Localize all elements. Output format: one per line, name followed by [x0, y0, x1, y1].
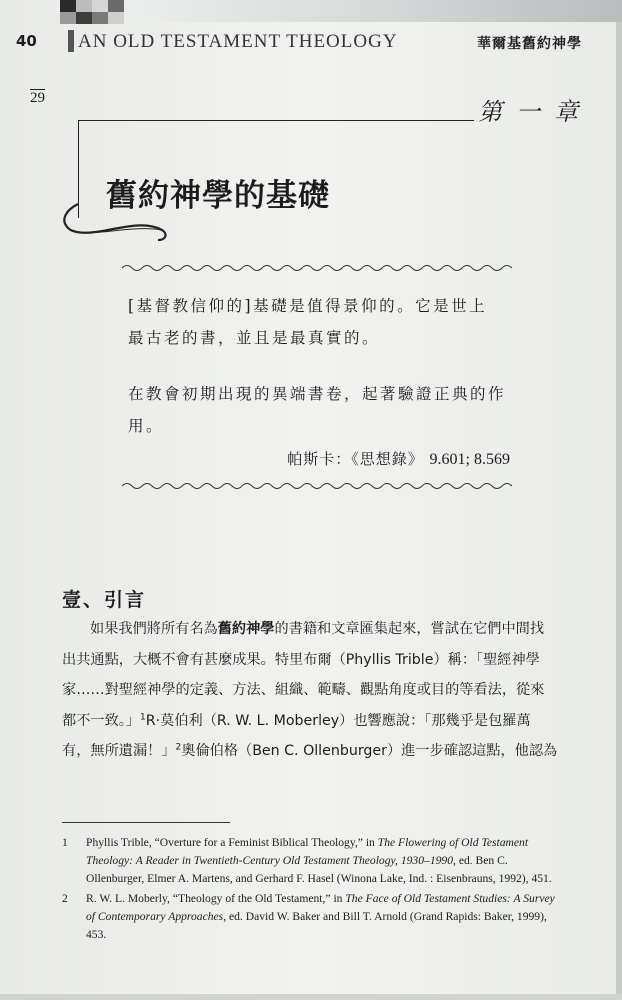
- body-line: 如果我們將所有名為舊約神學的書籍和文章匯集起來，嘗試在它們中間找: [90, 621, 545, 637]
- chapter-label: 第一章: [478, 98, 592, 126]
- chapter-title: 舊約神學的基礎: [106, 178, 330, 214]
- original-page-number: 29: [30, 90, 45, 106]
- epigraph-line: 用。: [128, 417, 165, 435]
- epigraph-line: [基督教信仰的]基礎是值得景仰的。它是世上: [128, 297, 488, 315]
- section-heading: 壹、引言: [62, 589, 147, 611]
- footnote-ref[interactable]: 2: [175, 742, 182, 753]
- citation-source: 帕斯卡：《思想錄》: [287, 450, 424, 468]
- running-title: AN OLD TESTAMENT THEOLOGY: [78, 31, 398, 52]
- body-line: 都不一致。」$^1$R·莫伯利（R. W. L. Moberley）也響應說：「那幾乎是包羅萬: [62, 711, 531, 729]
- footnote-text: R. W. L. Moberly, “Theology of the Old Testament,” in The Face of Old Testament Studies: A Survey of Contemporary Approaches, ed. David W. Baker and Bill T. Arnold (Grand Rapids: Baker, 1999), 453.: [86, 892, 555, 941]
- book-title: 華爾基舊約神學: [477, 36, 582, 52]
- epigraph-paragraph-1: [128, 290, 518, 354]
- body-line: 有，無所遺漏！」$^2$奧倫伯格（Ben C. Ollenburger）進一步確認這點，他認為: [62, 742, 558, 759]
- footnote-number: 2: [62, 892, 68, 905]
- body-paragraph: [62, 614, 578, 767]
- footnote-text: Phyllis Trible, “Overture for a Feminist Biblical Theology,” in The Flowering of Old Testament Theology: A Reader in Twentieth-Century Old Testament Theology, 1930–1990, ed. Ben C. Ollenburger, Elmer A. Martens, and Gerhard F. Hasel (Winona Lake, Ind. : Eisenbrauns, 1992), 451.: [86, 836, 552, 885]
- body-line: 家……對聖經神學的定義、方法、組織、範疇、觀點角度或目的等看法，從來: [62, 682, 545, 698]
- header-gradient-bar: [128, 0, 622, 22]
- epigraph-line: 在教會初期出現的異端書卷，起著驗證正典的作: [128, 385, 507, 403]
- epigraph-bottom-wave: [122, 480, 512, 492]
- epigraph-paragraph-2: [128, 378, 518, 442]
- header-divider: [68, 30, 74, 52]
- footnote-number: 1: [62, 836, 68, 849]
- citation-refs: 9.601; 8.569: [429, 451, 510, 468]
- epigraph-line: 最古老的書，並且是最真實的。: [128, 329, 381, 347]
- page-number: 40: [16, 32, 37, 50]
- chapter-rule: [78, 120, 474, 121]
- page-edge-shadow: [616, 0, 622, 1000]
- epigraph-citation: [287, 448, 510, 469]
- page-bottom-edge: [0, 994, 622, 1000]
- epigraph-top-wave: [122, 262, 512, 274]
- body-line: 出共通點，大概不會有甚麼成果。特里布爾（Phyllis Trible）稱：「聖經神學: [62, 651, 540, 668]
- footnote-ref[interactable]: 1: [140, 711, 146, 722]
- footnote-rule: [62, 822, 230, 823]
